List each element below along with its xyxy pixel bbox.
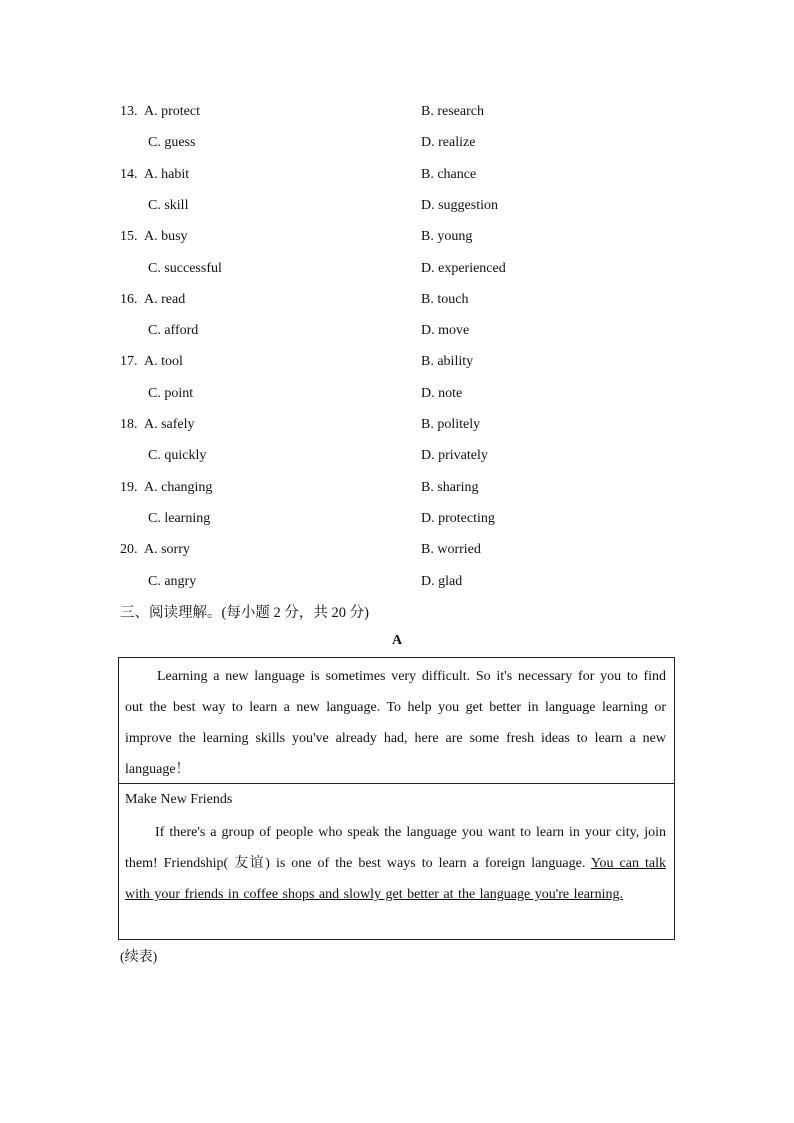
option-a: A. tool <box>144 354 183 369</box>
question-row <box>0 290 794 310</box>
option-c: C. point <box>148 386 194 401</box>
question-number: 20. <box>120 542 138 557</box>
option-c: C. guess <box>148 135 196 150</box>
option-b: B. ability <box>421 354 474 369</box>
question-number: 13. <box>120 104 138 119</box>
option-d: D. privately <box>421 448 488 463</box>
option-c: C. angry <box>148 574 197 589</box>
option-c: C. successful <box>148 261 222 276</box>
option-a: A. changing <box>144 480 213 495</box>
question-row <box>0 540 794 560</box>
option-d: D. move <box>421 323 470 338</box>
option-c: C. learning <box>148 511 211 526</box>
option-d: D. note <box>421 386 463 401</box>
option-a: A. protect <box>144 104 200 119</box>
tip-underlined-text: You can talk with your friends in coffee shops and slowly get better at the language you're learning. <box>125 856 666 902</box>
option-b: B. sharing <box>421 480 479 495</box>
question-number: 19. <box>120 480 138 495</box>
question-row <box>0 165 794 185</box>
option-a: A. sorry <box>144 542 190 557</box>
option-d: D. protecting <box>421 511 495 526</box>
option-d: D. suggestion <box>421 198 498 213</box>
option-b: B. young <box>421 229 473 244</box>
option-b: B. politely <box>421 417 481 432</box>
passage-intro-text: Learning a new language is sometimes very difficult. So it's necessary for you to find out the best way to learn a new language. To help you get better in language learning or improve the learning skills you've already had, here are some fresh ideas to learn a new language！ <box>125 669 666 777</box>
continued-label: (续表) <box>120 950 158 965</box>
option-b: B. worried <box>421 542 481 557</box>
option-d: D. experienced <box>421 261 506 276</box>
passage-title: A <box>391 633 403 648</box>
question-number: 15. <box>120 229 138 244</box>
option-a: A. habit <box>144 167 190 182</box>
option-c: C. quickly <box>148 448 207 463</box>
option-a: A. safely <box>144 417 195 432</box>
question-number: 18. <box>120 417 138 432</box>
option-c: C. afford <box>148 323 199 338</box>
question-number: 17. <box>120 354 138 369</box>
question-row <box>0 102 794 122</box>
question-row <box>0 352 794 372</box>
option-b: B. research <box>421 104 484 119</box>
question-row-continued <box>0 133 794 153</box>
question-row-continued <box>0 384 794 404</box>
question-row-continued <box>0 446 794 466</box>
tip-text: If there's a group of people who speak the language you want to learn in your city, join them! Friendship( 友谊) is one of the best ways to learn a foreign language. <box>125 825 666 871</box>
option-d: D. glad <box>421 574 463 589</box>
question-row-continued <box>0 196 794 216</box>
option-b: B. chance <box>421 167 477 182</box>
option-d: D. realize <box>421 135 476 150</box>
question-row-continued <box>0 321 794 341</box>
question-row <box>0 415 794 435</box>
passage-tip-cell <box>118 783 675 940</box>
question-number: 14. <box>120 167 138 182</box>
question-row <box>0 227 794 247</box>
section-heading: 三、阅读理解。(每小题 2 分，共 20 分) <box>120 605 369 621</box>
option-a: A. read <box>144 292 186 307</box>
passage-intro-cell <box>118 657 675 784</box>
option-c: C. skill <box>148 198 189 213</box>
option-a: A. busy <box>144 229 188 244</box>
question-number: 16. <box>120 292 138 307</box>
question-row-continued <box>0 509 794 529</box>
tip-title: Make New Friends <box>125 792 233 807</box>
tip-paragraph <box>125 817 666 910</box>
question-row <box>0 478 794 498</box>
question-row-continued <box>0 259 794 279</box>
question-row-continued <box>0 572 794 592</box>
option-b: B. touch <box>421 292 469 307</box>
